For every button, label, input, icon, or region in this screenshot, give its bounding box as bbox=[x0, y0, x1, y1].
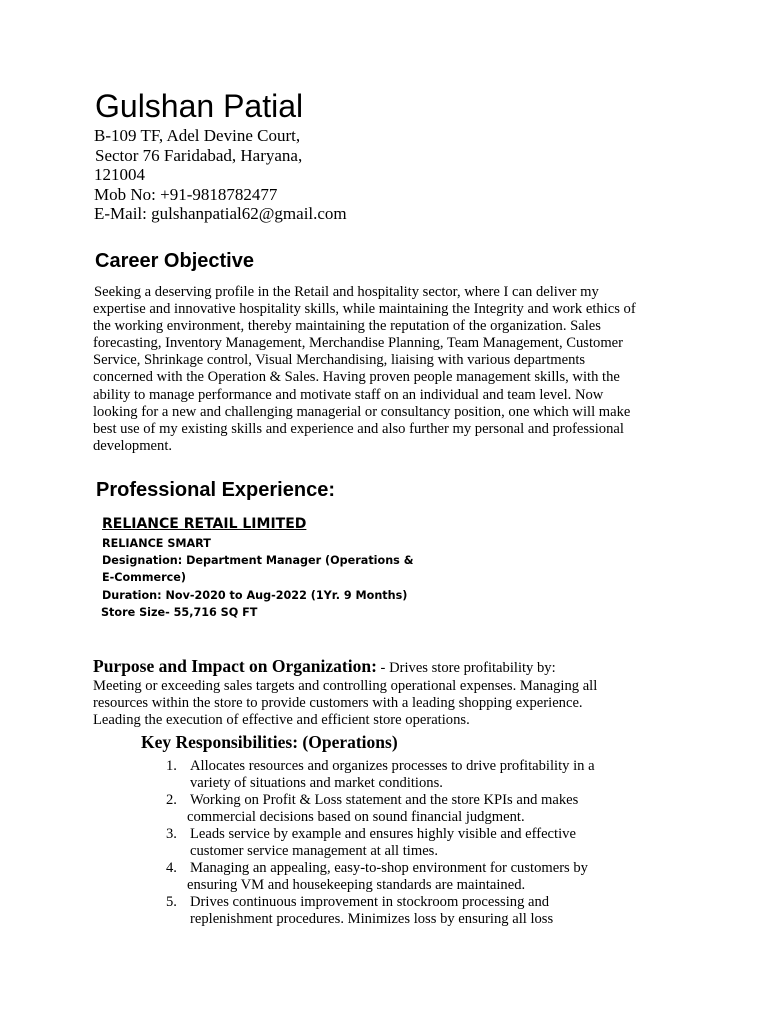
item-text-continued: replenishment procedures. Minimizes loss by ensuring all loss bbox=[190, 911, 554, 927]
candidate-name: Gulshan Patial bbox=[95, 88, 304, 124]
purpose-heading-line bbox=[93, 656, 693, 678]
store-size: Store Size- 55,716 SQ FT bbox=[101, 605, 258, 619]
item-text: Drives continuous improvement in stockroom processing and bbox=[190, 894, 550, 910]
objective-line: development. bbox=[93, 437, 173, 454]
email-address: E-Mail: gulshanpatial62@gmail.com bbox=[94, 204, 347, 224]
list-item bbox=[0, 826, 768, 860]
objective-line: expertise and innovative hospitality skills, while maintaining the Integrity and work ethics of bbox=[93, 301, 636, 318]
responsibilities-list bbox=[0, 758, 768, 928]
duration: Duration: Nov-2020 to Aug-2022 (1Yr. 9 Months) bbox=[102, 588, 408, 602]
objective-line: concerned with the Operation & Sales. Having proven people management skills, with the bbox=[93, 369, 620, 386]
objective-line: the working environment, thereby maintaining the reputation of the organization. Sales bbox=[93, 318, 601, 335]
item-number: 4. bbox=[166, 860, 177, 876]
job-details bbox=[102, 535, 413, 621]
designation: Designation: Department Manager (Operations & bbox=[102, 554, 414, 568]
item-text: Working on Profit & Loss statement and the store KPIs and makes bbox=[190, 792, 579, 808]
objective-line: Seeking a deserving profile in the Retail and hospitality sector, where I can deliver my bbox=[94, 284, 599, 300]
item-number: 1. bbox=[166, 758, 177, 774]
item-text-continued: customer service management at all times. bbox=[190, 843, 439, 859]
list-item bbox=[0, 758, 768, 792]
list-item bbox=[0, 792, 768, 826]
item-text: Leads service by example and ensures highly visible and effective bbox=[190, 826, 576, 842]
address-line: B-109 TF, Adel Devine Court, bbox=[94, 126, 301, 145]
item-text-continued: commercial decisions based on sound financial judgment. bbox=[187, 809, 525, 825]
contact-block bbox=[94, 126, 347, 224]
purpose-line: resources within the store to provide customers with a leading shopping experience. bbox=[93, 694, 583, 711]
item-text-continued: ensuring VM and housekeeping standards are maintained. bbox=[187, 877, 526, 893]
purpose-section bbox=[93, 656, 693, 728]
professional-experience-heading: Professional Experience: bbox=[96, 479, 335, 501]
key-responsibilities-heading: Key Responsibilities: (Operations) bbox=[141, 732, 398, 752]
store-format: RELIANCE SMART bbox=[102, 537, 211, 550]
item-number: 3. bbox=[166, 826, 177, 842]
company-name: RELIANCE RETAIL LIMITED bbox=[102, 516, 307, 532]
career-objective-text bbox=[93, 284, 683, 455]
list-item bbox=[0, 860, 768, 894]
career-objective-heading: Career Objective bbox=[95, 250, 254, 272]
item-number: 2. bbox=[166, 792, 177, 808]
postal-code: 121004 bbox=[94, 165, 145, 185]
designation-continued: E-Commerce) bbox=[102, 571, 186, 585]
objective-line: looking for a new and challenging managerial or consultancy position, one which will make bbox=[93, 403, 631, 420]
address-line: Sector 76 Faridabad, Haryana, bbox=[95, 145, 303, 165]
purpose-heading: Purpose and Impact on Organization: bbox=[93, 656, 377, 676]
objective-line: forecasting, Inventory Management, Merchandise Planning, Team Management, Customer bbox=[93, 335, 624, 352]
mobile-number: Mob No: +91-9818782477 bbox=[94, 184, 278, 204]
objective-line: Service, Shrinkage control, Visual Merchandising, liaising with various departments bbox=[93, 352, 586, 369]
purpose-line: Meeting or exceeding sales targets and controlling operational expenses. Managing all bbox=[93, 678, 598, 694]
objective-line: best use of my existing skills and experience and also further my personal and professional bbox=[93, 420, 624, 437]
purpose-line: Leading the execution of effective and efficient store operations. bbox=[93, 711, 470, 728]
item-text: Allocates resources and organizes processes to drive profitability in a bbox=[190, 758, 595, 774]
item-text: Managing an appealing, easy-to-shop environment for customers by bbox=[190, 860, 588, 876]
item-number: 5. bbox=[166, 894, 177, 910]
list-item bbox=[0, 894, 768, 928]
item-text-continued: variety of situations and market conditions. bbox=[190, 775, 443, 791]
purpose-heading-suffix: - Drives store profitability by: bbox=[376, 660, 556, 676]
objective-line: ability to manage performance and motivate staff on an individual and team level. Now bbox=[93, 386, 604, 403]
